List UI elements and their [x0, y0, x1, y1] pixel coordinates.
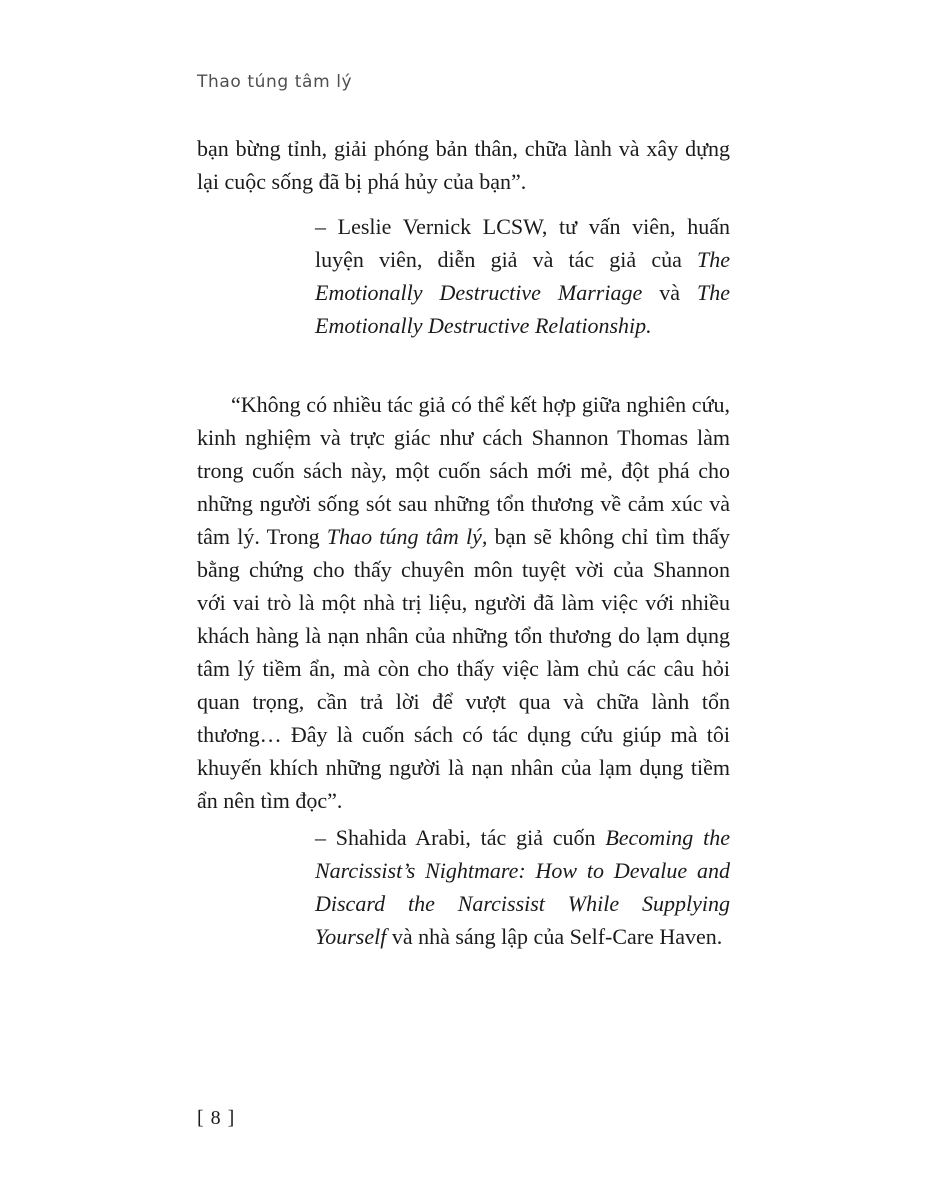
quote-paragraph-1: bạn bừng tỉnh, giải phóng bản thân, chữa lành và xây dựng lại cuộc sống đã bị phá hủy của bạn”. [197, 136, 730, 194]
page-number: [ 8 ] [197, 1107, 236, 1129]
attribution-leslie-vernick: – Leslie Vernick LCSW, tư vấn viên, huấn luyện viên, diễn giả và tác giả của The Emotionally Destructive Marriage và The Emotionally Destructive Relationship. [315, 214, 730, 338]
running-header: Thao túng tâm lý [197, 72, 353, 92]
attribution-shahida-arabi: – Shahida Arabi, tác giả cuốn Becoming the Narcissist’s Nightmare: How to Devalue and Discard the Narcissist While Supplying Yourself và nhà sáng lập của Self-Care Haven. [315, 825, 730, 949]
page-body [197, 132, 730, 953]
quote-paragraph-2: “Không có nhiều tác giả có thể kết hợp giữa nghiên cứu, kinh nghiệm và trực giác như cách Shannon Thomas làm trong cuốn sách này, một cuốn sách mới mẻ, đột phá cho những người sống sót sau những tổn thương về cảm xúc và tâm lý. Trong Thao túng tâm lý, bạn sẽ không chỉ tìm thấy bằng chứng cho thấy chuyên môn tuyệt vời của Shannon với vai trò là một nhà trị liệu, người đã làm việc với nhiều khách hàng là nạn nhân của những tổn thương do lạm dụng tâm lý tiềm ẩn, mà còn cho thấy việc làm chủ các câu hỏi quan trọng, cần trả lời để vượt qua và chữa lành tổn thương… Đây là cuốn sách có tác dụng cứu giúp mà tôi khuyến khích những người là nạn nhân của lạm dụng tiềm ẩn nên tìm đọc”. [197, 392, 730, 813]
